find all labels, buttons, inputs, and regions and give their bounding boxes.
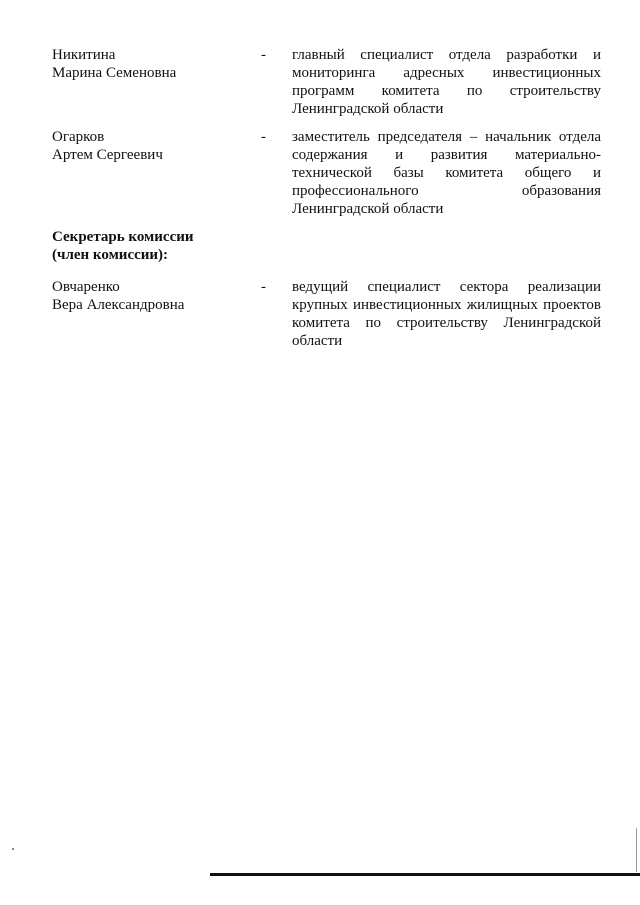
scan-dot bbox=[12, 848, 14, 850]
member-surname: Овчаренко bbox=[52, 279, 120, 295]
member-dash: - bbox=[261, 129, 266, 145]
member-role: ведущий специалист сектора реализации крупных инвестиционных жилищных проектов комитета по строительству Ленинградской области bbox=[292, 279, 601, 349]
member-name bbox=[52, 278, 252, 314]
member-role: заместитель председателя – начальник отдела содержания и развития материально-технической базы комитета общего и профессионального образования Ленинградской области bbox=[292, 129, 601, 217]
secretary-heading-line2: (член комиссии): bbox=[52, 247, 169, 263]
secretary-section-heading bbox=[52, 228, 272, 264]
member-role: главный специалист отдела разработки и мониторинга адресных инвестиционных программ комитета по строительству Ленинградской области bbox=[292, 47, 601, 117]
member-name bbox=[52, 46, 252, 82]
member-given-names: Артем Сергеевич bbox=[52, 147, 163, 163]
member-given-names: Марина Семеновна bbox=[52, 65, 177, 81]
secretary-heading-line1: Секретарь комиссии bbox=[52, 229, 194, 245]
member-surname: Никитина bbox=[52, 47, 116, 63]
member-given-names: Вера Александровна bbox=[52, 297, 185, 313]
member-name bbox=[52, 128, 252, 164]
member-surname: Огарков bbox=[52, 129, 105, 145]
member-dash: - bbox=[261, 279, 266, 295]
member-dash: - bbox=[261, 47, 266, 63]
scan-edge-mark bbox=[636, 828, 637, 872]
footer-rule-line bbox=[210, 873, 640, 876]
